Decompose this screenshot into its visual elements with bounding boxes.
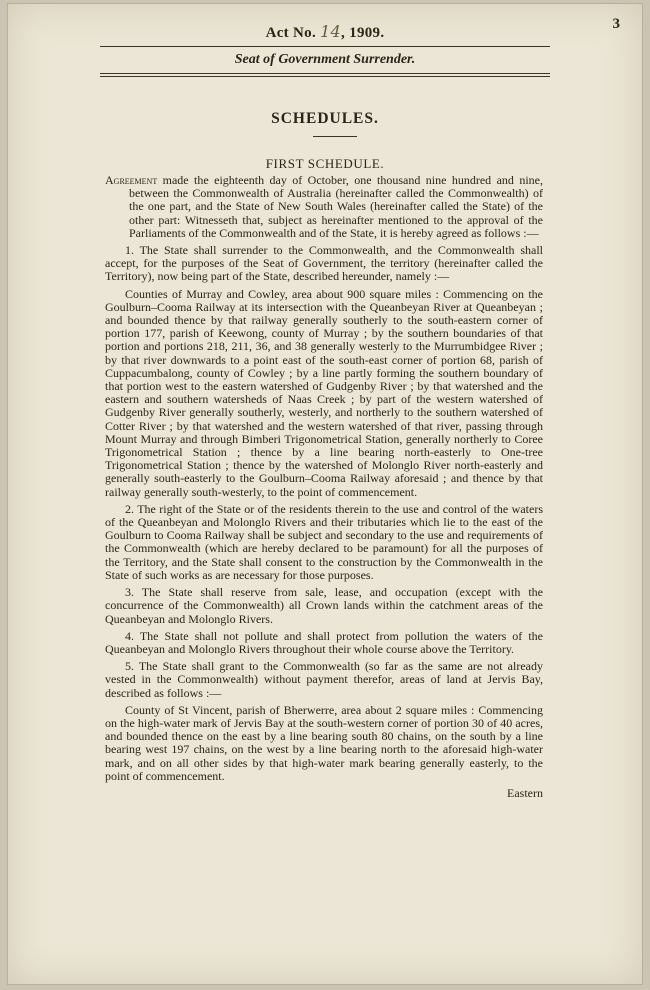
header-rule-bottom bbox=[100, 73, 550, 74]
section-title: FIRST SCHEDULE. bbox=[265, 156, 385, 171]
act-year: , 1909. bbox=[341, 25, 385, 41]
agreement-lead: Agreement bbox=[105, 173, 158, 187]
act-number-handwritten: 14 bbox=[320, 22, 342, 41]
act-prefix: Act No. bbox=[265, 25, 317, 41]
title-underline bbox=[313, 136, 357, 137]
clause-1: 1. The State shall surrender to the Commonwealth, and the Commonwealth shall accept, for the purposes of the Seat of Government, the territory (hereinafter called the Territory), now being part of the State, described hereunder, namely :— bbox=[105, 243, 543, 284]
page-number: 3 bbox=[612, 16, 620, 32]
county-st-vincent-description: County of St Vincent, parish of Bherwerre, area about 2 square miles : Commencing on the high-water mark of Jervis Bay at the south-western corner of portion 30 of 40 acres, and bounded thence on the east by a line bearing south 80 chains, on the south by a line bearing west 197 chains, on the west by a line bearing north to the aforesaid high-water mark, and on all other sides by that high-water mark bearing generally easterly, to the point of commencement. bbox=[105, 702, 543, 783]
clause-2: 2. The right of the State or of the residents therein to the use and control of the waters of the Queanbeyan and Molonglo Rivers and their tributaries which lie to the east of the Goulburn to Cooma Railway shall be subject and secondary to the use and requirements of the Commonwealth (which are hereby declared to be paramount) for all the purposes of the Territory, and the State shall consent to the construction by the Commonwealth in the State of such works as are necessary for those purposes. bbox=[105, 501, 543, 582]
document-page bbox=[8, 4, 642, 984]
agreement-paragraph bbox=[105, 174, 543, 240]
clause-3: 3. The State shall reserve from sale, lease, and occupation (except with the concurrence of the Commonwealth) all Crown lands within the catchment areas of the Queanbeyan and Molonglo Rivers. bbox=[105, 585, 543, 626]
agreement-text: made the eighteenth day of October, one thousand nine hundred and nine, between the Commonwealth of Australia (hereinafter called the Commonwealth) of the one part, and the State of New South Wales (hereinafter called the State) of the other part: Witnesseth that, subject as hereinafter mentioned to the approval of the Parliaments of the Commonwealth and of the State, it is hereby agreed as follows :— bbox=[129, 173, 543, 240]
running-title: Seat of Government Surrender. bbox=[234, 52, 416, 67]
act-header bbox=[8, 22, 642, 42]
page-title: SCHEDULES. bbox=[271, 110, 379, 127]
clause-5: 5. The State shall grant to the Commonwealth (so far as the same are not already vested in the Commonwealth) without payment therefor, areas of land at Jervis Bay, described as follows :— bbox=[105, 659, 543, 700]
header-rule-bottom-double bbox=[100, 76, 550, 77]
document-body bbox=[105, 174, 543, 800]
counties-description: Counties of Murray and Cowley, area about 900 square miles : Commencing on the Goulburn–Cooma Railway at its intersection with the Queanbeyan River at Queanbeyan ; and bounded thence by that railway generally southerly to the south-eastern corner of portion 177, parish of Keewong, county of Murray ; by the southern boundaries of that portion and portions 218, 211, 36, and 38 generally westerly to the Murrumbidgee River ; by that river downwards to a point east of the south-east corner of portion 68, parish of Cuppacumbalong, county of Cowley ; by a line partly forming the southern boundary of that portion west to the eastern watershed of Gudgenby River ; by that watershed and the eastern and southern watersheds of Naas Creek ; by part of the western watershed of Gudgenby River generally southerly, westerly, and northerly to the southern watershed of Cotter River ; by that watershed and the western watershed of that river, passing through Mount Murray and through Bimberi Trigonometrical Station, generally northerly to Coree Trigonometrical Station ; thence by a line bearing north-easterly to One-tree Trigonometrical Station ; thence by the watershed of Molonglo River north-easterly and generally south-easterly to the Goulburn–Cooma Railway aforesaid ; and thence by that railway generally south-westerly, to the point of commencement. bbox=[105, 286, 543, 499]
header-rule-top bbox=[100, 46, 550, 47]
catchword: Eastern bbox=[507, 785, 543, 800]
clause-4: 4. The State shall not pollute and shall protect from pollution the waters of the Queanbeyan and Molonglo Rivers throughout their whole course above the Territory. bbox=[105, 628, 543, 656]
